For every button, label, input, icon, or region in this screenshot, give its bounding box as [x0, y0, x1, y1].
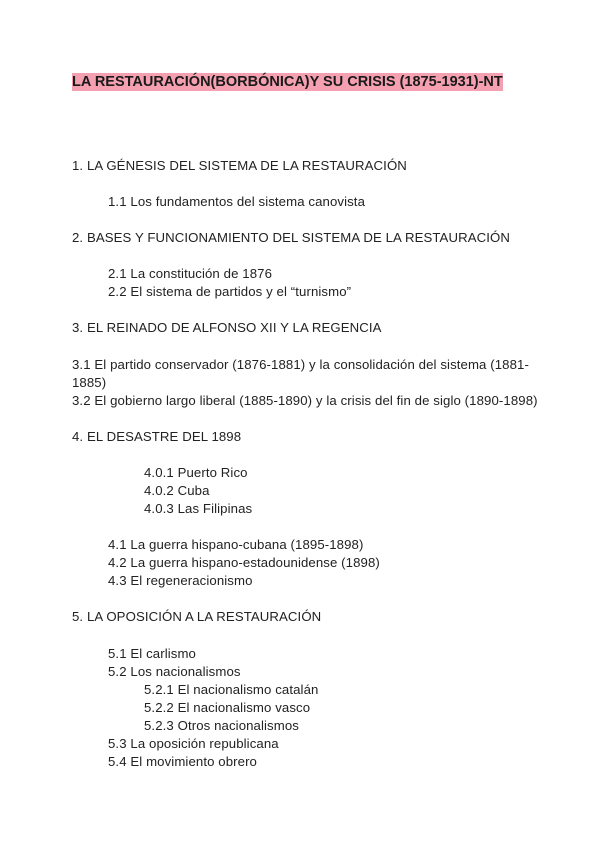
section-3-2: 3.2 El gobierno largo liberal (1885-1890) y la crisis del fin de siglo (1890-1898): [72, 393, 538, 408]
section-4-0-3: 4.0.3 Las Filipinas: [144, 501, 253, 516]
section-2-1: 2.1 La constitución de 1876: [108, 266, 273, 281]
section-5-1: 5.1 El carlismo: [108, 646, 196, 661]
section-4-heading: 4. EL DESASTRE DEL 1898: [72, 429, 242, 444]
section-5-2-3: 5.2.3 Otros nacionalismos: [144, 718, 299, 733]
section-1-heading: 1. LA GÉNESIS DEL SISTEMA DE LA RESTAURACIÓN: [72, 158, 407, 173]
section-1-1: 1.1 Los fundamentos del sistema canovista: [108, 194, 366, 209]
section-2-2: 2.2 El sistema de partidos y el “turnismo”: [108, 284, 352, 299]
section-5-3: 5.3 La oposición republicana: [108, 736, 279, 751]
document-title-text: LA RESTAURACIÓN(BORBÓNICA)Y SU CRISIS (1875-1931)-NT: [72, 74, 503, 90]
section-5-4: 5.4 El movimiento obrero: [108, 754, 257, 769]
section-4-3: 4.3 El regeneracionismo: [108, 573, 253, 588]
section-3-heading: 3. EL REINADO DE ALFONSO XII Y LA REGENCIA: [72, 320, 382, 335]
section-4-0-1: 4.0.1 Puerto Rico: [144, 465, 248, 480]
section-3-1: 3.1 El partido conservador (1876-1881) y la consolidación del sistema (1881-1885): [72, 357, 529, 390]
section-5-heading: 5. LA OPOSICIÓN A LA RESTAURACIÓN: [72, 609, 322, 624]
section-2-heading: 2. BASES Y FUNCIONAMIENTO DEL SISTEMA DE LA RESTAURACIÓN: [72, 230, 510, 245]
section-4-2: 4.2 La guerra hispano-estadounidense (1898): [108, 555, 380, 570]
section-4-1: 4.1 La guerra hispano-cubana (1895-1898): [108, 537, 364, 552]
section-5-2: 5.2 Los nacionalismos: [108, 664, 241, 679]
document-title: [72, 72, 512, 93]
section-5-2-2: 5.2.2 El nacionalismo vasco: [144, 700, 311, 715]
section-5-2-1: 5.2.1 El nacionalismo catalán: [144, 682, 319, 697]
section-4-0-2: 4.0.2 Cuba: [144, 483, 210, 498]
